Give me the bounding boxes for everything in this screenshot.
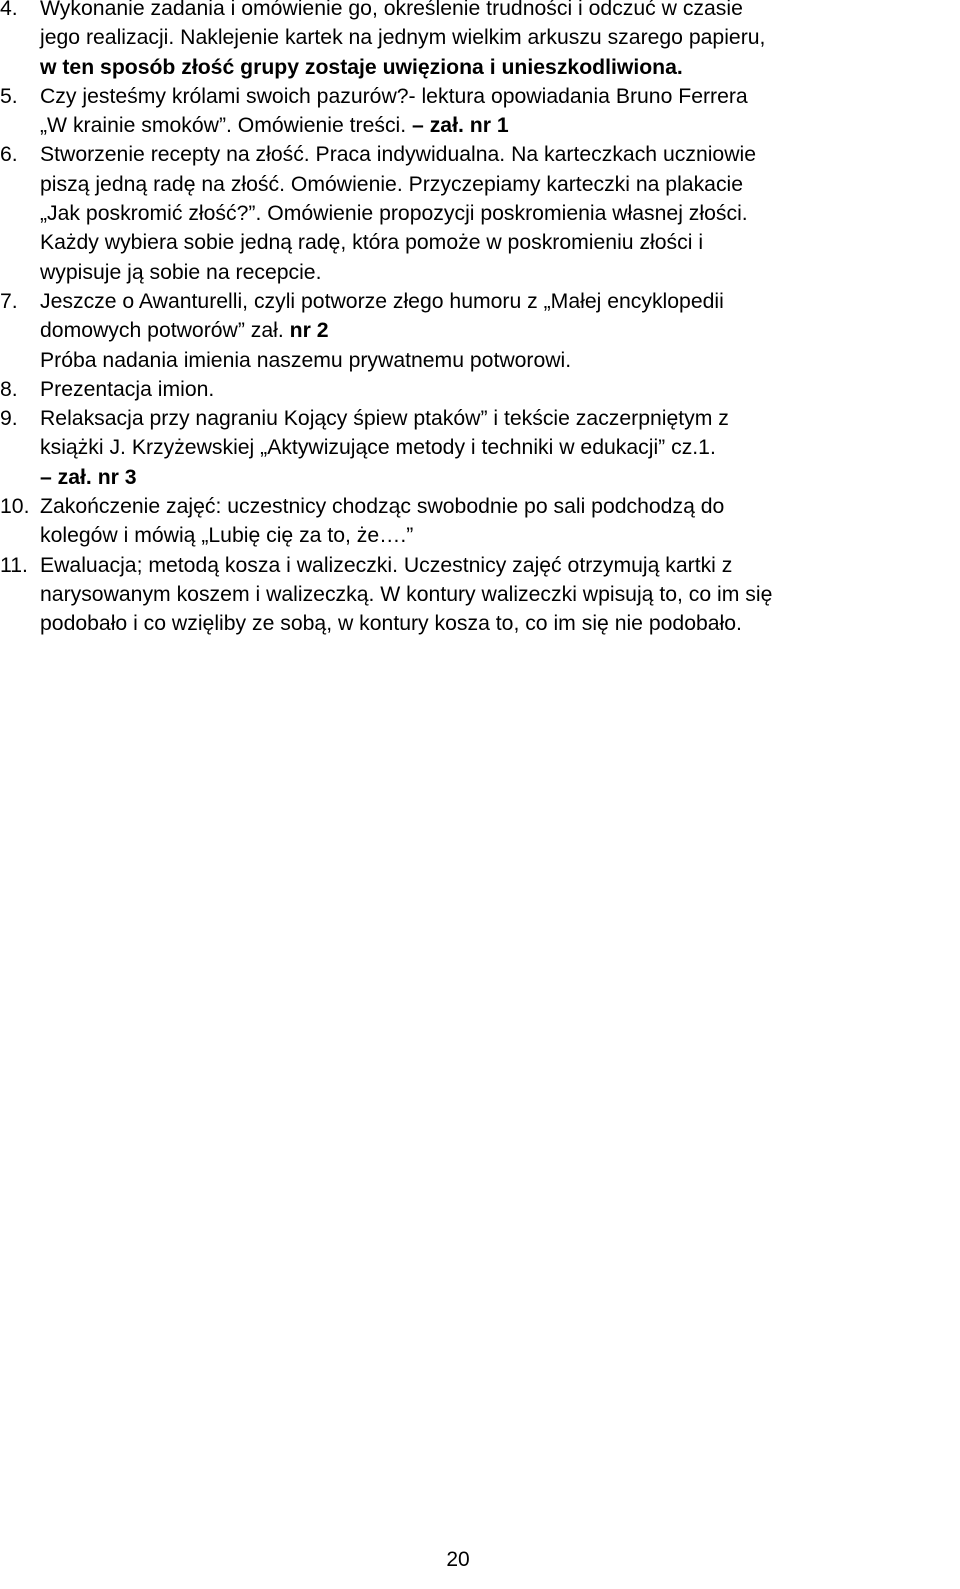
item-text-line: Ewaluacja; metodą kosza i walizeczki. Uczestnicy zajęć otrzymują kartki z — [40, 553, 733, 577]
item-text-line: Czy jesteśmy królami swoich pazurów?- lektura opowiadania Bruno Ferrera — [40, 84, 748, 108]
attachment-reference: nr 2 — [289, 319, 329, 343]
item-text-line: wypisuje ją sobie na recepcie. — [40, 260, 322, 284]
item-text-line: narysowanym koszem i walizeczką. W kontury walizeczki wpisują to, co im się — [40, 582, 773, 606]
item-text-line: Jeszcze o Awanturelli, czyli potworze złego humoru z „Małej encyklopedii — [40, 289, 724, 313]
item-number: 9. — [0, 407, 18, 431]
item-text-line: jego realizacji. Naklejenie kartek na jednym wielkim arkuszu szarego papieru, — [40, 26, 766, 50]
page-number: 20 — [446, 1548, 470, 1571]
list-item-6 — [0, 140, 950, 286]
item-text-line — [40, 111, 950, 140]
item-text-line: Zakończenie zajęć: uczestnicy chodząc swobodnie po sali podchodzą do — [40, 495, 725, 519]
item-text-line — [40, 463, 950, 492]
attachment-reference: – zał. nr 3 — [40, 465, 137, 489]
list-item-9 — [0, 404, 950, 492]
list-item-8 — [0, 375, 950, 404]
item-text-line — [40, 316, 950, 345]
item-text-line: piszą jedną radę na złość. Omówienie. Przyczepiamy karteczki na plakacie — [40, 172, 744, 196]
item-text-line: kolegów i mówią „Lubię cię za to, że….” — [40, 524, 414, 548]
item-text-line: Prezentacja imion. — [40, 377, 215, 401]
item-number: 5. — [0, 84, 18, 108]
list-item-4 — [0, 0, 950, 82]
item-number: 6. — [0, 143, 18, 167]
item-text-segment: domowych potworów” zał. — [40, 319, 290, 343]
item-number: 10. — [0, 495, 30, 519]
item-text-line: „Jak poskromić złość?”. Omówienie propozycji poskromienia własnej złości. — [40, 202, 748, 226]
item-number: 7. — [0, 289, 18, 313]
item-text-line: podobało i co wzięliby ze sobą, w kontury kosza to, co im się nie podobało. — [40, 612, 742, 636]
item-text-line: Każdy wybiera sobie jedną radę, która pomoże w poskromieniu złości i — [40, 231, 704, 255]
list-item-7 — [0, 287, 950, 375]
list-item-11 — [0, 551, 950, 639]
attachment-reference: – zał. nr 1 — [412, 114, 509, 138]
item-number: 11. — [0, 553, 28, 577]
item-text-line: Relaksacja przy nagraniu Kojący śpiew ptaków” i tekście zaczerpniętym z — [40, 407, 729, 431]
item-number: 8. — [0, 377, 18, 401]
list-item-10 — [0, 492, 950, 551]
item-text-segment: „W krainie smoków”. Omówienie treści. — [40, 114, 413, 138]
item-text-line: Stworzenie recepty na złość. Praca indywidualna. Na karteczkach uczniowie — [40, 143, 757, 167]
item-text-line: Próba nadania imienia naszemu prywatnemu potworowi. — [40, 348, 572, 372]
item-text-line: książki J. Krzyżewskiej „Aktywizujące metody i techniki w edukacji” cz.1. — [40, 436, 716, 460]
item-text-line: Wykonanie zadania i omówienie go, określenie trudności i odczuć w czasie — [40, 0, 743, 20]
item-text-line-bold: w ten sposób złość grupy zostaje uwięziona i unieszkodliwiona. — [40, 55, 683, 79]
item-number: 4. — [0, 0, 18, 20]
document-body — [0, 0, 950, 639]
list-item-5 — [0, 82, 950, 141]
